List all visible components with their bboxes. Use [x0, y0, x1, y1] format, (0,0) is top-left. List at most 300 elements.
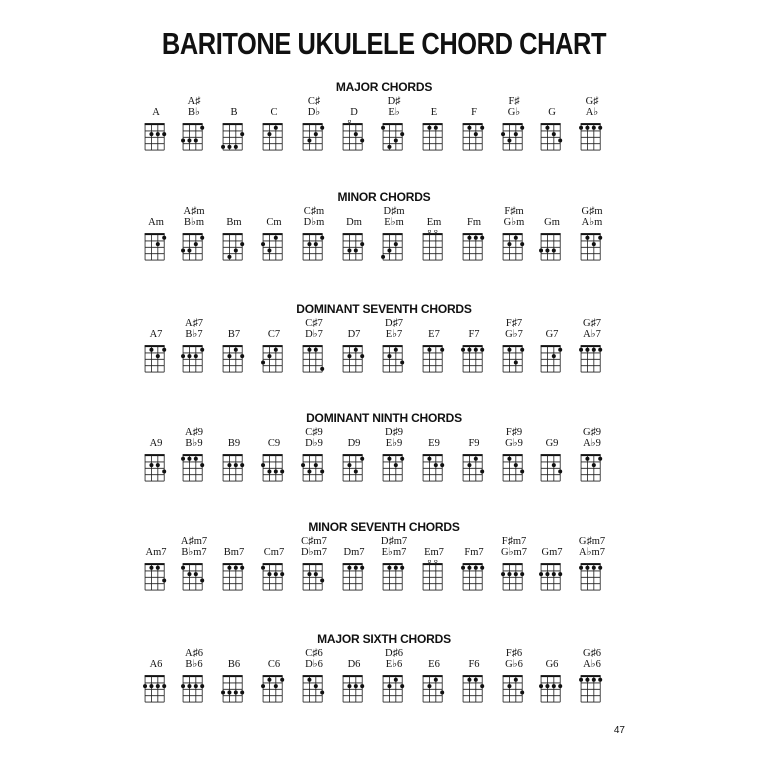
chord-alt-name: A♯9: [184, 427, 204, 438]
finger-dot: [360, 684, 364, 688]
finger-dot: [156, 684, 160, 688]
chord-alt-name: D♯9: [384, 427, 404, 438]
chord-name: A♭m: [581, 217, 603, 228]
chord-name: D♭7: [305, 329, 323, 340]
chord-name: Bm: [226, 217, 242, 228]
finger-dot: [227, 145, 231, 149]
chord-name: E♭6: [385, 659, 403, 670]
finger-dot: [514, 361, 518, 365]
finger-dot: [149, 566, 153, 570]
finger-dot: [558, 684, 562, 688]
finger-dot: [347, 566, 351, 570]
fretboard-grid: [577, 120, 607, 151]
finger-dot: [400, 684, 404, 688]
finger-dot: [507, 572, 511, 576]
finger-dot: [474, 566, 478, 570]
section-title: MINOR SEVENTH CHORDS: [308, 520, 460, 534]
fretboard-grid: [499, 120, 529, 151]
finger-dot: [200, 348, 204, 352]
chord-alt-name: A♯: [187, 96, 201, 107]
fretboard-grid: [179, 230, 209, 261]
finger-dot: [162, 684, 166, 688]
finger-dot: [181, 139, 185, 143]
nut: [303, 345, 323, 347]
chord-alt-name: C♯6: [305, 648, 323, 659]
fretboard-grid: [259, 672, 289, 703]
nut: [343, 123, 363, 125]
chord-name: E9: [428, 438, 440, 449]
nut: [223, 454, 243, 456]
finger-dot: [539, 684, 543, 688]
nut: [581, 563, 601, 565]
chord-name: Cm7: [263, 547, 285, 558]
finger-dot: [440, 348, 444, 352]
chord-name: E♭7: [385, 329, 403, 340]
finger-dot: [467, 126, 471, 130]
nut: [145, 675, 165, 677]
chord-name: Fm7: [464, 547, 484, 558]
fretboard-grid: [141, 560, 171, 591]
fretboard-grid: [379, 560, 409, 591]
nut: [383, 454, 403, 456]
nut: [263, 345, 283, 347]
finger-dot: [545, 572, 549, 576]
finger-dot: [354, 684, 358, 688]
finger-dot: [558, 139, 562, 143]
fretboard-grid: [419, 342, 449, 373]
fretboard-grid: [419, 120, 449, 151]
finger-dot: [434, 678, 438, 682]
finger-dot: [181, 684, 185, 688]
finger-dot: [320, 691, 324, 695]
finger-dot: [501, 572, 505, 576]
finger-dot: [598, 678, 602, 682]
finger-dot: [274, 470, 278, 474]
finger-dot: [187, 249, 191, 253]
finger-dot: [267, 470, 271, 474]
page-title: BARITONE UKULELE CHORD CHART: [161, 26, 607, 61]
finger-dot: [181, 566, 185, 570]
chord-name: A♭7: [583, 329, 601, 340]
finger-dot: [320, 126, 324, 130]
finger-dot: [461, 566, 465, 570]
finger-dot: [440, 463, 444, 467]
fretboard-grid: [537, 672, 567, 703]
chord-alt-name: D♯m: [383, 206, 405, 217]
chord-name: B9: [227, 438, 241, 449]
finger-dot: [307, 139, 311, 143]
finger-dot: [227, 354, 231, 358]
chord-name: G♭7: [505, 329, 523, 340]
finger-dot: [347, 249, 351, 253]
fretboard-grid: [141, 672, 171, 703]
chord-alt-name: C♯7: [305, 318, 323, 329]
chord-name: A♭6: [583, 659, 601, 670]
fretboard-grid: [299, 451, 329, 482]
finger-dot: [181, 249, 185, 253]
fretboard-grid: [379, 230, 409, 261]
fretboard-grid: [459, 560, 489, 591]
finger-dot: [545, 126, 549, 130]
finger-dot: [394, 678, 398, 682]
chord-name: C9: [267, 438, 281, 449]
finger-dot: [314, 684, 318, 688]
finger-dot: [354, 132, 358, 136]
finger-dot: [387, 457, 391, 461]
finger-dot: [156, 242, 160, 246]
finger-dot: [194, 684, 198, 688]
finger-dot: [461, 348, 465, 352]
fretboard-grid: [299, 342, 329, 373]
finger-dot: [558, 470, 562, 474]
finger-dot: [267, 678, 271, 682]
finger-dot: [545, 249, 549, 253]
fretboard-grid: [499, 342, 529, 373]
finger-dot: [394, 566, 398, 570]
finger-dot: [267, 132, 271, 136]
chord-name: D♭: [307, 107, 321, 118]
finger-dot: [520, 572, 524, 576]
nut: [183, 233, 203, 235]
finger-dot: [427, 126, 431, 130]
finger-dot: [234, 348, 238, 352]
chord-name: Dm7: [343, 547, 365, 558]
nut: [541, 675, 561, 677]
fretboard-grid: [219, 672, 249, 703]
finger-dot: [514, 236, 518, 240]
fretboard-grid: [577, 230, 607, 261]
finger-dot: [360, 566, 364, 570]
nut: [383, 123, 403, 125]
finger-dot: [434, 126, 438, 130]
nut: [183, 454, 203, 456]
chord-alt-name: D♯m7: [380, 536, 408, 547]
nut: [463, 454, 483, 456]
finger-dot: [194, 457, 198, 461]
nut: [263, 563, 283, 565]
finger-dot: [592, 678, 596, 682]
fretboard-grid: [141, 342, 171, 373]
nut: [423, 454, 443, 456]
finger-dot: [274, 684, 278, 688]
chord-name: E♭m7: [381, 547, 407, 558]
fretboard-grid: [299, 672, 329, 703]
finger-dot: [400, 132, 404, 136]
chord-name: B♭6: [185, 659, 203, 670]
chord-name: B♭7: [185, 329, 203, 340]
chord-alt-name: C♯9: [305, 427, 323, 438]
finger-dot: [552, 684, 556, 688]
nut: [263, 123, 283, 125]
chord-name: B♭9: [185, 438, 203, 449]
nut: [145, 123, 165, 125]
chord-name: D♭9: [305, 438, 323, 449]
finger-dot: [314, 348, 318, 352]
finger-dot: [474, 132, 478, 136]
finger-dot: [240, 566, 244, 570]
fretboard-grid: [537, 560, 567, 591]
chord-name: A: [152, 107, 160, 118]
section-title: MAJOR CHORDS: [335, 80, 433, 94]
finger-dot: [552, 463, 556, 467]
finger-dot: [200, 126, 204, 130]
finger-dot: [240, 354, 244, 358]
chord-name: Gm: [544, 217, 560, 228]
finger-dot: [387, 249, 391, 253]
chord-alt-name: G♯7: [582, 318, 602, 329]
finger-dot: [467, 566, 471, 570]
finger-dot: [552, 354, 556, 358]
chord-name: E6: [428, 659, 440, 670]
finger-dot: [474, 457, 478, 461]
chord-name: C7: [267, 329, 281, 340]
finger-dot: [592, 348, 596, 352]
chord-alt-name: A♯m: [183, 206, 205, 217]
finger-dot: [149, 463, 153, 467]
nut: [503, 675, 523, 677]
finger-dot: [156, 354, 160, 358]
finger-dot: [162, 579, 166, 583]
chord-alt-name: D♯: [387, 96, 401, 107]
finger-dot: [552, 249, 556, 253]
finger-dot: [320, 236, 324, 240]
fretboard-grid: [537, 451, 567, 482]
finger-dot: [156, 463, 160, 467]
nut: [343, 563, 363, 565]
nut: [303, 233, 323, 235]
finger-dot: [307, 678, 311, 682]
fretboard-grid: [419, 230, 449, 261]
finger-dot: [592, 242, 596, 246]
nut: [503, 123, 523, 125]
finger-dot: [162, 236, 166, 240]
nut: [343, 675, 363, 677]
finger-dot: [467, 236, 471, 240]
finger-dot: [579, 126, 583, 130]
open-string-marker: [428, 230, 431, 233]
nut: [463, 345, 483, 347]
nut: [303, 675, 323, 677]
finger-dot: [480, 684, 484, 688]
chord-name: D♭6: [305, 659, 323, 670]
chord-name: D7: [347, 329, 361, 340]
nut: [183, 563, 203, 565]
chord-name: D6: [347, 659, 361, 670]
finger-dot: [507, 457, 511, 461]
finger-dot: [354, 348, 358, 352]
nut: [263, 454, 283, 456]
finger-dot: [162, 348, 166, 352]
nut: [343, 454, 363, 456]
fretboard-grid: [219, 120, 249, 151]
finger-dot: [598, 236, 602, 240]
finger-dot: [552, 132, 556, 136]
nut: [303, 123, 323, 125]
fretboard-grid: [459, 120, 489, 151]
finger-dot: [360, 457, 364, 461]
chord-name: A7: [149, 329, 163, 340]
fretboard-grid: [537, 342, 567, 373]
fretboard-grid: [577, 451, 607, 482]
nut: [343, 345, 363, 347]
nut: [463, 123, 483, 125]
finger-dot: [200, 463, 204, 467]
finger-dot: [394, 242, 398, 246]
chord-name: G7: [545, 329, 559, 340]
chord-name: E♭9: [385, 438, 403, 449]
nut: [183, 123, 203, 125]
nut: [223, 123, 243, 125]
nut: [145, 345, 165, 347]
finger-dot: [187, 684, 191, 688]
nut: [581, 123, 601, 125]
section-title: DOMINANT NINTH CHORDS: [306, 411, 462, 425]
finger-dot: [394, 139, 398, 143]
finger-dot: [360, 354, 364, 358]
chord-alt-name: C♯m7: [301, 536, 327, 547]
nut: [463, 233, 483, 235]
finger-dot: [320, 367, 324, 371]
chord-name: G♭m: [503, 217, 525, 228]
nut: [383, 233, 403, 235]
finger-dot: [354, 566, 358, 570]
finger-dot: [592, 126, 596, 130]
finger-dot: [592, 463, 596, 467]
finger-dot: [347, 463, 351, 467]
nut: [503, 454, 523, 456]
finger-dot: [539, 249, 543, 253]
finger-dot: [514, 132, 518, 136]
finger-dot: [194, 572, 198, 576]
finger-dot: [360, 139, 364, 143]
open-string-marker: [435, 230, 438, 233]
fretboard-grid: [339, 451, 369, 482]
open-string-marker: [435, 560, 438, 563]
nut: [541, 345, 561, 347]
fretboard-grid: [499, 230, 529, 261]
chord-alt-name: F♯m: [504, 206, 524, 217]
finger-dot: [187, 139, 191, 143]
finger-dot: [427, 348, 431, 352]
finger-dot: [314, 572, 318, 576]
finger-dot: [149, 348, 153, 352]
finger-dot: [427, 457, 431, 461]
nut: [383, 675, 403, 677]
chord-alt-name: A♯m7: [180, 536, 208, 547]
chord-alt-name: F♯7: [505, 318, 523, 329]
fretboard-grid: [299, 560, 329, 591]
finger-dot: [474, 678, 478, 682]
chord-name: C: [270, 107, 278, 118]
chord-name: A6: [149, 659, 163, 670]
finger-dot: [240, 463, 244, 467]
chord-name: B♭m7: [181, 547, 207, 558]
finger-dot: [598, 348, 602, 352]
nut: [423, 345, 443, 347]
finger-dot: [520, 470, 524, 474]
fretboard-grid: [459, 230, 489, 261]
finger-dot: [181, 354, 185, 358]
fretboard-grid: [219, 342, 249, 373]
nut: [383, 345, 403, 347]
finger-dot: [221, 691, 225, 695]
finger-dot: [221, 145, 225, 149]
finger-dot: [585, 348, 589, 352]
chord-name: D9: [347, 438, 361, 449]
finger-dot: [280, 572, 284, 576]
nut: [541, 563, 561, 565]
finger-dot: [261, 684, 265, 688]
fretboard-grid: [459, 342, 489, 373]
finger-dot: [440, 691, 444, 695]
finger-dot: [240, 691, 244, 695]
finger-dot: [480, 236, 484, 240]
nut: [423, 233, 443, 235]
finger-dot: [598, 566, 602, 570]
chord-name: Fm: [466, 217, 481, 228]
finger-dot: [514, 572, 518, 576]
chord-name: G♭: [507, 107, 521, 118]
finger-dot: [267, 572, 271, 576]
finger-dot: [240, 242, 244, 246]
nut: [263, 233, 283, 235]
finger-dot: [227, 691, 231, 695]
chord-alt-name: C♯m: [303, 206, 325, 217]
chord-name: B7: [227, 329, 241, 340]
finger-dot: [200, 236, 204, 240]
fretboard-grid: [379, 672, 409, 703]
finger-dot: [301, 463, 305, 467]
nut: [145, 454, 165, 456]
finger-dot: [156, 132, 160, 136]
chord-name: F: [471, 107, 477, 118]
nut: [541, 454, 561, 456]
finger-dot: [501, 132, 505, 136]
finger-dot: [267, 249, 271, 253]
finger-dot: [314, 132, 318, 136]
nut: [503, 563, 523, 565]
finger-dot: [274, 236, 278, 240]
chord-name: Am7: [145, 547, 167, 558]
chord-name: B6: [227, 659, 241, 670]
page-number: 47: [613, 725, 625, 736]
finger-dot: [227, 566, 231, 570]
fretboard-grid: [219, 560, 249, 591]
nut: [383, 563, 403, 565]
finger-dot: [585, 678, 589, 682]
chord-alt-name: G♯6: [582, 648, 602, 659]
finger-dot: [194, 354, 198, 358]
chord-name: Bm7: [223, 547, 245, 558]
nut: [343, 233, 363, 235]
finger-dot: [194, 139, 198, 143]
finger-dot: [579, 678, 583, 682]
finger-dot: [387, 566, 391, 570]
nut: [145, 233, 165, 235]
nut: [303, 454, 323, 456]
nut: [503, 233, 523, 235]
fretboard-grid: [419, 672, 449, 703]
finger-dot: [558, 348, 562, 352]
fretboard-grid: [537, 120, 567, 151]
finger-dot: [274, 572, 278, 576]
chord-name: Em7: [424, 547, 444, 558]
chord-alt-name: G♯m: [581, 206, 603, 217]
nut: [581, 345, 601, 347]
finger-dot: [162, 132, 166, 136]
finger-dot: [200, 684, 204, 688]
finger-dot: [234, 566, 238, 570]
